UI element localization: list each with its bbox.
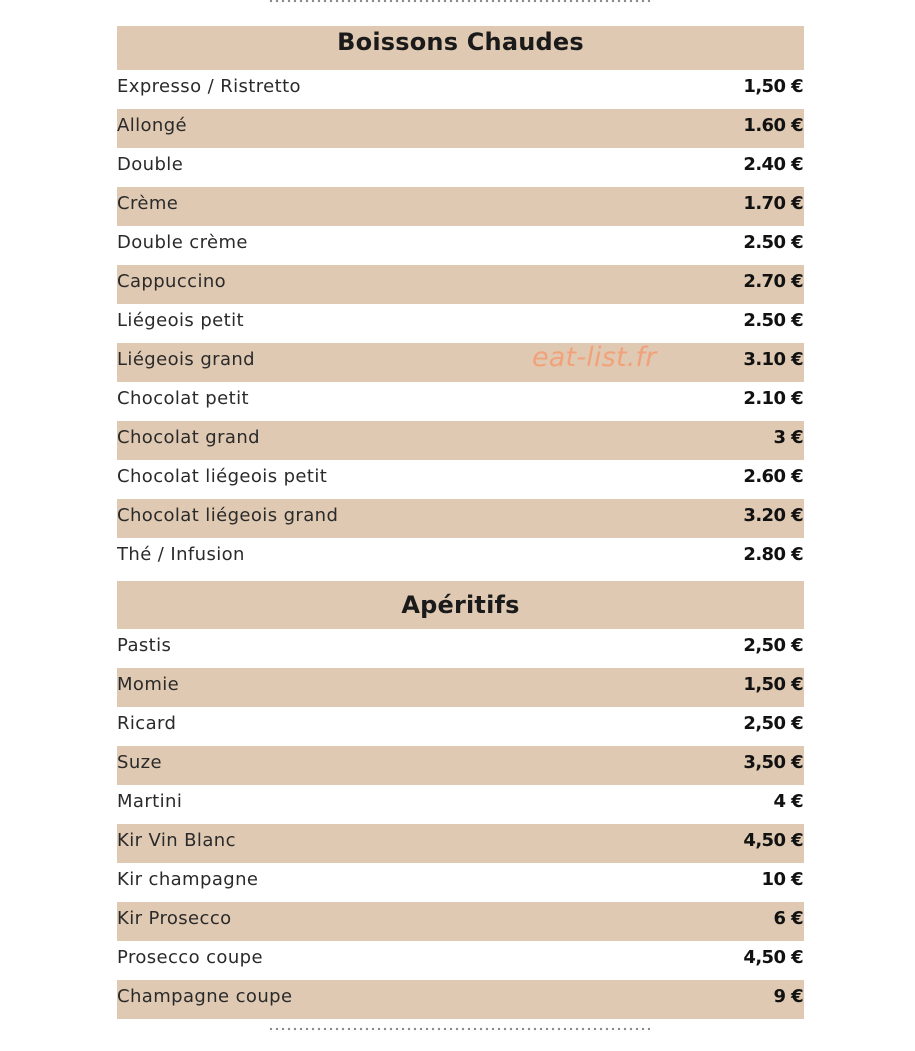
item-name: Crème — [117, 193, 179, 214]
item-price: 9 € — [773, 986, 803, 1007]
menu-row — [117, 902, 804, 941]
section-title: Apéritifs — [117, 581, 804, 629]
item-price: 4 € — [773, 791, 803, 812]
item-price: 1.70 € — [743, 193, 803, 214]
menu-row — [117, 863, 804, 902]
menu-row — [117, 785, 804, 824]
item-name: Chocolat grand — [117, 427, 260, 448]
item-price: 2.60 € — [743, 466, 803, 487]
menu-row — [117, 265, 804, 304]
watermark: eat-list.fr — [532, 342, 657, 373]
item-name: Thé / Infusion — [117, 544, 245, 565]
item-name: Chocolat liégeois petit — [117, 466, 328, 487]
item-price: 2.70 € — [743, 271, 803, 292]
top-divider — [268, 0, 654, 4]
item-price: 6 € — [773, 908, 803, 929]
item-name: Chocolat petit — [117, 388, 249, 409]
menu-row — [117, 109, 804, 148]
item-price: 2.50 € — [743, 310, 803, 331]
menu-row — [117, 746, 804, 785]
menu-row — [117, 343, 804, 382]
item-price: 3.10 € — [743, 349, 803, 370]
menu-row — [117, 499, 804, 538]
item-price: 2.10 € — [743, 388, 803, 409]
item-price: 2.40 € — [743, 154, 803, 175]
bottom-divider — [268, 1026, 654, 1032]
item-price: 2,50 € — [743, 635, 803, 656]
item-price: 2.80 € — [743, 544, 803, 565]
menu-row — [117, 824, 804, 863]
section-title: Boissons Chaudes — [117, 26, 804, 70]
item-name: Pastis — [117, 635, 172, 656]
item-name: Double crème — [117, 232, 248, 253]
item-price: 3.20 € — [743, 505, 803, 526]
menu-row — [117, 304, 804, 343]
item-name: Chocolat liégeois grand — [117, 505, 339, 526]
menu-row — [117, 421, 804, 460]
item-name: Momie — [117, 674, 180, 695]
menu-row — [117, 538, 804, 577]
menu-section-boissons-chaudes — [117, 26, 804, 577]
item-name: Allongé — [117, 115, 188, 136]
item-name: Expresso / Ristretto — [117, 76, 301, 97]
menu-row — [117, 629, 804, 668]
item-name: Cappuccino — [117, 271, 227, 292]
item-price: 2,50 € — [743, 713, 803, 734]
item-price: 10 € — [761, 869, 803, 890]
item-name: Kir champagne — [117, 869, 259, 890]
item-name: Prosecco coupe — [117, 947, 263, 968]
menu-row — [117, 187, 804, 226]
menu-row — [117, 460, 804, 499]
item-name: Liégeois petit — [117, 310, 244, 331]
menu-row — [117, 980, 804, 1019]
item-price: 1,50 € — [743, 674, 803, 695]
item-price: 3 € — [773, 427, 803, 448]
item-name: Martini — [117, 791, 183, 812]
item-price: 2.50 € — [743, 232, 803, 253]
item-price: 3,50 € — [743, 752, 803, 773]
menu-row — [117, 70, 804, 109]
item-name: Kir Prosecco — [117, 908, 232, 929]
item-name: Kir Vin Blanc — [117, 830, 236, 851]
item-price: 1,50 € — [743, 76, 803, 97]
item-price: 4,50 € — [743, 947, 803, 968]
menu-row — [117, 226, 804, 265]
item-name: Ricard — [117, 713, 177, 734]
menu-row — [117, 148, 804, 187]
item-name: Double — [117, 154, 184, 175]
item-price: 1.60 € — [743, 115, 803, 136]
item-price: 4,50 € — [743, 830, 803, 851]
menu-row — [117, 668, 804, 707]
menu-section-aperitifs — [117, 581, 804, 1019]
menu-row — [117, 382, 804, 421]
item-name: Liégeois grand — [117, 349, 256, 370]
item-name: Suze — [117, 752, 162, 773]
menu-row — [117, 941, 804, 980]
menu-row — [117, 707, 804, 746]
item-name: Champagne coupe — [117, 986, 293, 1007]
